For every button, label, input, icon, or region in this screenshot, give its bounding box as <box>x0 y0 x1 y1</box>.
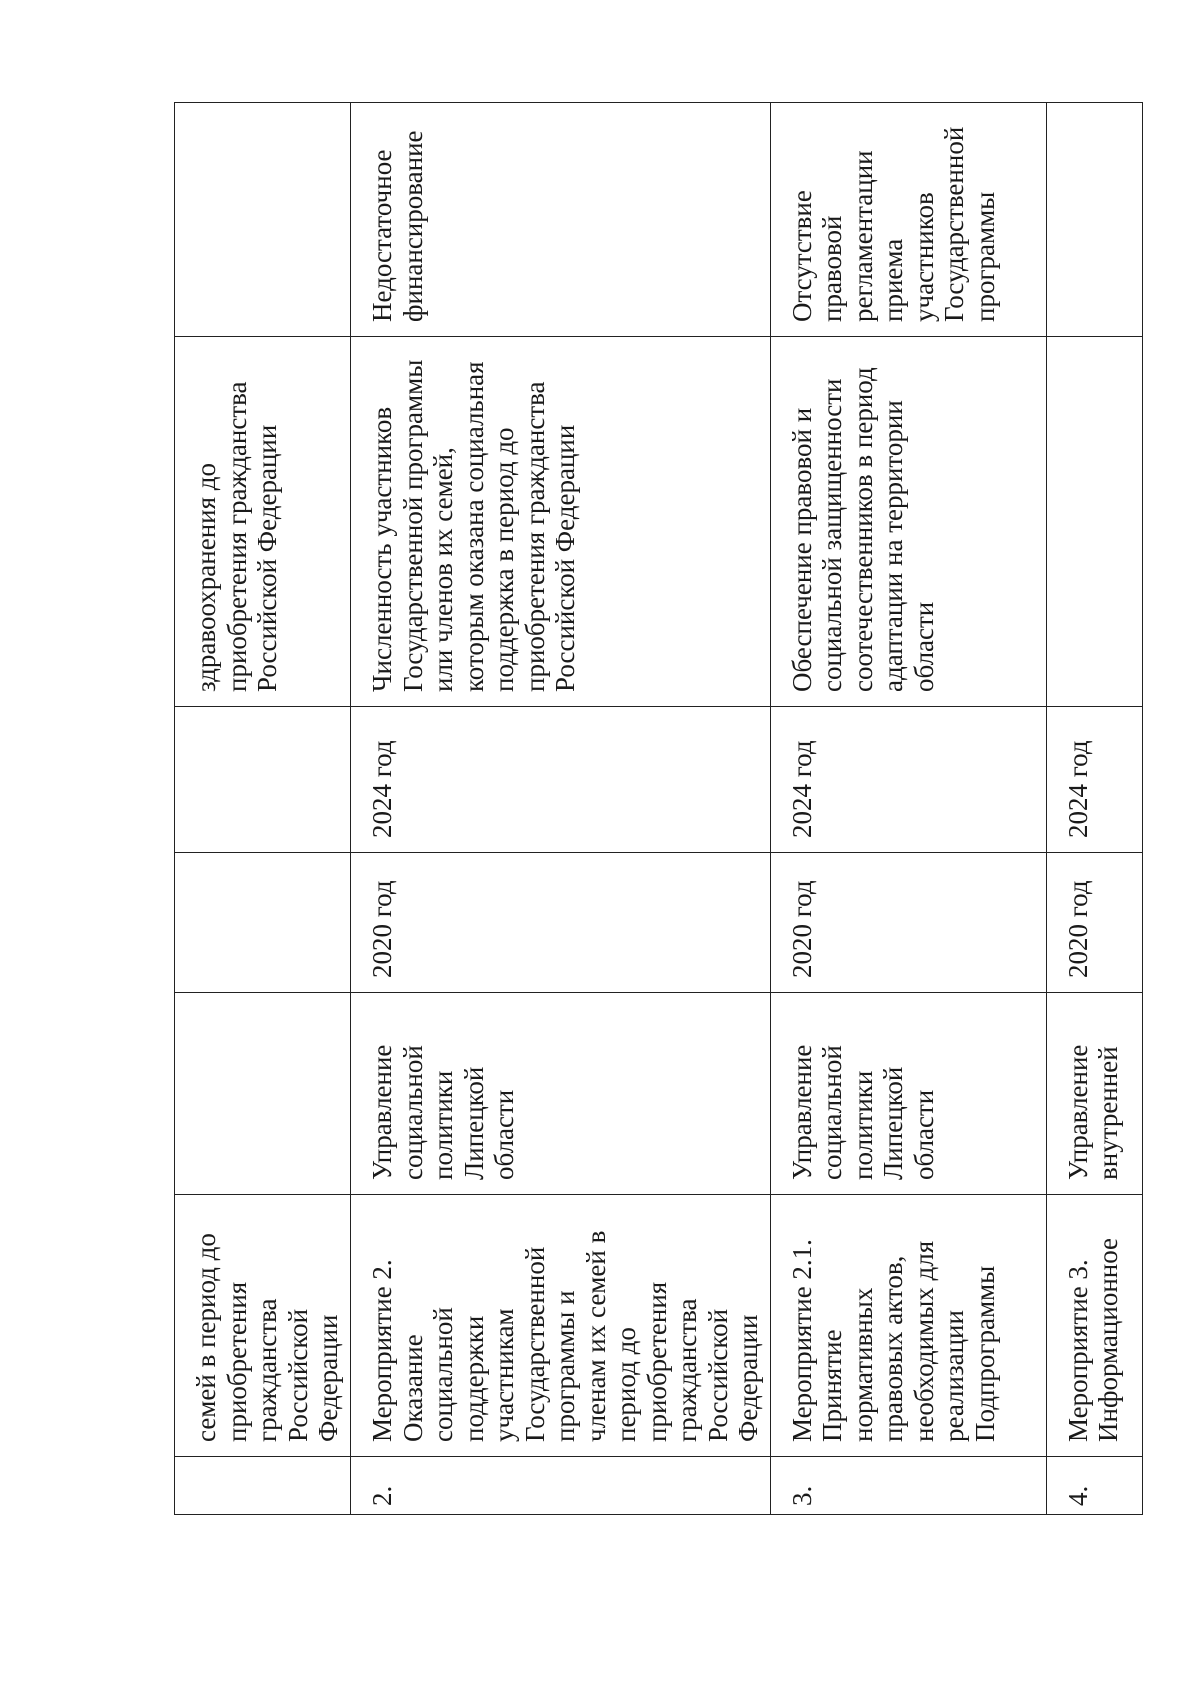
executor-cell: Управление социальной политики Липецкой области <box>351 993 771 1195</box>
row-number: 3. <box>770 1457 1046 1515</box>
row-number: 4. <box>1046 1457 1142 1515</box>
start-cell: 2020 год <box>770 853 1046 993</box>
table-row <box>1046 103 1142 1515</box>
executor-cell <box>175 993 351 1195</box>
rotated-table-container <box>174 103 1137 1515</box>
event-cell: Мероприятие 2. Оказание социальной поддержки участникам Государственной программы и членам их семей в период до приобретения гражданства Российской Федерации <box>351 1195 771 1457</box>
end-cell <box>175 707 351 853</box>
risk-cell: Недостаточное финансирование <box>351 103 771 337</box>
event-cell: Мероприятие 3. Информационное <box>1046 1195 1142 1457</box>
risk-cell <box>175 103 351 337</box>
result-cell <box>1046 337 1142 707</box>
start-cell: 2020 год <box>1046 853 1142 993</box>
row-number <box>175 1457 351 1515</box>
end-cell: 2024 год <box>770 707 1046 853</box>
event-cell: Мероприятие 2.1. Принятие нормативных правовых актов, необходимых для реализации Подпрограммы <box>770 1195 1046 1457</box>
risk-cell: Отсутствие правовой регламентации приема участников Государственной программы <box>770 103 1046 337</box>
risk-cell <box>1046 103 1142 337</box>
result-cell: Обеспечение правовой и социальной защищенности соотечественников в период адаптации на территории области <box>770 337 1046 707</box>
end-cell: 2024 год <box>351 707 771 853</box>
executor-cell: Управление внутренней <box>1046 993 1142 1195</box>
row-number: 2. <box>351 1457 771 1515</box>
table-row <box>175 103 351 1515</box>
start-cell: 2020 год <box>351 853 771 993</box>
result-cell: Численность участников Государственной программы или членов их семей, которым оказана социальная поддержка в период до приобретения гражданства Российской Федерации <box>351 337 771 707</box>
program-events-table <box>174 102 1143 1515</box>
table-row <box>770 103 1046 1515</box>
executor-cell: Управление социальной политики Липецкой области <box>770 993 1046 1195</box>
end-cell: 2024 год <box>1046 707 1142 853</box>
start-cell <box>175 853 351 993</box>
result-cell: здравоохранения до приобретения гражданства Российской Федерации <box>175 337 351 707</box>
event-cell: семей в период до приобретения гражданства Российской Федерации <box>175 1195 351 1457</box>
table-row <box>351 103 771 1515</box>
